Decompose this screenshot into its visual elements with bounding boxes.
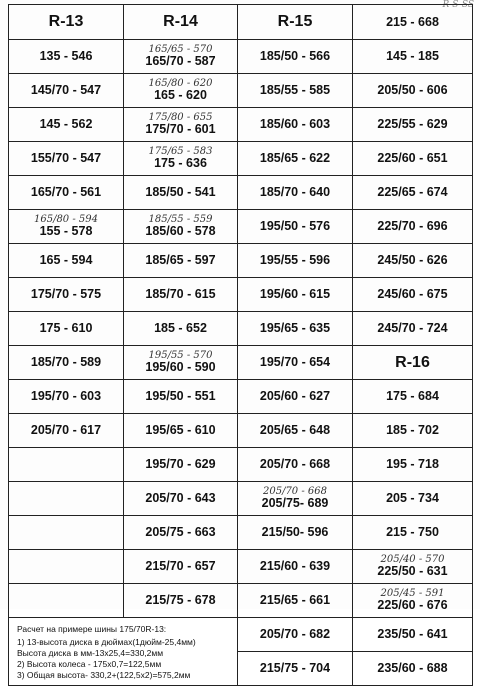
table-cell — [353, 448, 473, 482]
column-header: R-15 — [238, 5, 353, 40]
tire-size-value: 215/50- 596 — [261, 525, 329, 540]
table-cell — [124, 108, 238, 142]
table-cell: 215 - 668 — [353, 5, 473, 40]
tire-size-value: 175/70 - 601 — [145, 122, 216, 137]
notes-line: 3) Общая высота- 330,2+(122,5х2)=575,2мм — [17, 670, 191, 681]
table-cell — [353, 652, 473, 686]
table-row — [9, 210, 473, 244]
tire-size-value: 205/70 - 643 — [145, 491, 216, 506]
tire-size-value: 155 - 578 — [39, 224, 93, 239]
tire-size-value: 185/50 - 541 — [145, 185, 216, 200]
table-cell — [238, 380, 353, 414]
table-row — [9, 448, 473, 482]
header-row — [9, 5, 473, 40]
tire-size-value: 165 - 594 — [39, 253, 93, 268]
tire-size-value: 195/60 - 590 — [145, 360, 216, 375]
column-header: R-14 — [124, 5, 238, 40]
tire-size-value: R-16 — [395, 353, 430, 371]
tire-size-value: 195/65 - 635 — [259, 321, 331, 336]
tire-size-value: 245/70 - 724 — [377, 321, 448, 336]
table-cell — [238, 74, 353, 108]
tire-size-value: 225/60 - 651 — [377, 151, 448, 166]
table-cell — [353, 210, 473, 244]
table-cell — [238, 550, 353, 584]
table-cell — [9, 108, 124, 142]
table-cell — [353, 414, 473, 448]
table-cell — [353, 482, 473, 516]
table-cell — [9, 210, 124, 244]
handwritten-annotation: 165/80 - 620 — [148, 78, 213, 90]
handwritten-annotation: 185/55 - 559 — [148, 214, 213, 226]
table-cell — [238, 448, 353, 482]
table-cell — [124, 312, 238, 346]
table-cell — [353, 176, 473, 210]
tire-size-value: 215/70 - 657 — [145, 559, 216, 574]
table-cell — [124, 74, 238, 108]
table-cell — [124, 448, 238, 482]
table-cell — [353, 244, 473, 278]
handwritten-annotation: 165/80 - 594 — [33, 214, 98, 226]
table-cell — [9, 414, 124, 448]
table-cell — [353, 142, 473, 176]
tire-size-value: 235/60 - 688 — [377, 661, 448, 676]
column-header: R-13 — [9, 5, 124, 40]
table-cell — [124, 380, 238, 414]
notes-line: 1) 13-высота диска в дюймах(1дюйм-25,4мм) — [17, 637, 196, 648]
handwritten-annotation: 195/55 - 570 — [148, 350, 213, 362]
table-row — [9, 74, 473, 108]
tire-size-value: 215/75 - 704 — [259, 661, 331, 676]
table-cell — [238, 176, 353, 210]
table-cell — [124, 584, 238, 618]
tire-size-value: 225/60 - 676 — [377, 598, 448, 613]
tire-size-value: 215/65 - 661 — [259, 593, 331, 608]
table-cell — [124, 40, 238, 74]
tire-size-value: 225/65 - 674 — [377, 185, 448, 200]
tire-size-value: 185/55 - 585 — [259, 83, 331, 98]
table-row — [9, 550, 473, 584]
tire-size-value: 165/70 - 587 — [145, 54, 216, 69]
table-cell — [9, 346, 124, 380]
tire-size-value: 225/50 - 631 — [377, 564, 448, 579]
table-cell — [238, 516, 353, 550]
tire-size-value: 175/70 - 575 — [30, 287, 102, 302]
table-row — [9, 40, 473, 74]
table-cell — [9, 142, 124, 176]
table-cell — [238, 652, 353, 686]
tire-size-value: 205/70 - 668 — [259, 457, 331, 472]
table-cell — [238, 584, 353, 618]
table-cell — [124, 482, 238, 516]
tire-size-value: 195/55 - 596 — [259, 253, 331, 268]
table-cell — [238, 278, 353, 312]
table-row — [9, 584, 473, 618]
table-cell — [238, 244, 353, 278]
table-cell — [353, 40, 473, 74]
table-cell — [238, 142, 353, 176]
tire-size-value: 215/75 - 678 — [145, 593, 216, 608]
table-cell — [238, 108, 353, 142]
tire-size-value: 195/65 - 610 — [145, 423, 216, 438]
table-cell — [9, 176, 124, 210]
tire-size-value: 145 - 185 — [386, 49, 439, 64]
table-cell — [124, 142, 238, 176]
column-header — [353, 346, 473, 380]
table-cell — [353, 550, 473, 584]
tire-size-value: 215 - 750 — [386, 525, 439, 540]
tire-size-value: 195/60 - 615 — [259, 287, 331, 302]
table-row — [9, 312, 473, 346]
tire-size-value: 155/70 - 547 — [30, 151, 102, 166]
table-cell — [9, 40, 124, 74]
table-cell — [238, 346, 353, 380]
tire-size-value: 195/70 - 629 — [145, 457, 216, 472]
tire-size-value: 195/50 - 576 — [259, 219, 331, 234]
table-cell — [124, 176, 238, 210]
tire-size-value: 185/70 - 589 — [30, 355, 102, 370]
table-cell — [238, 312, 353, 346]
table-row — [9, 176, 473, 210]
tire-size-value: 185/65 - 622 — [259, 151, 331, 166]
table-cell — [124, 244, 238, 278]
table-row — [9, 108, 473, 142]
tire-size-value: 185/60 - 578 — [145, 224, 216, 239]
table-cell — [9, 74, 124, 108]
handwritten-annotation: 205/45 - 591 — [380, 588, 445, 600]
tire-size-value: 185 - 652 — [154, 321, 207, 336]
table-cell — [124, 550, 238, 584]
notes-line: 2) Высота колеса - 175х0,7=122,5мм — [17, 659, 162, 670]
tire-size-value: 195/70 - 603 — [30, 389, 102, 404]
notes-line: Высота диска в мм-13х25,4=330,2мм — [17, 648, 164, 659]
table-cell — [9, 244, 124, 278]
tire-size-value: 195/70 - 654 — [259, 355, 331, 370]
tire-size-value: 195/50 - 551 — [145, 389, 216, 404]
notes-title: Расчет на примере шины 175/70R-13: — [17, 624, 167, 634]
tire-size-value: 245/60 - 675 — [377, 287, 448, 302]
table-cell — [124, 346, 238, 380]
tire-size-value: 195 - 718 — [386, 457, 439, 472]
table-cell — [124, 516, 238, 550]
table-row — [9, 618, 473, 652]
table-cell — [124, 414, 238, 448]
tire-size-value: 175 - 610 — [39, 321, 93, 336]
tire-size-value: 245/50 - 626 — [377, 253, 448, 268]
table-row — [9, 516, 473, 550]
tire-size-value: 235/50 - 641 — [377, 627, 448, 642]
table-cell — [9, 516, 124, 550]
tire-size-value: 165/70 - 561 — [30, 185, 102, 200]
table-row — [9, 244, 473, 278]
table-cell — [238, 618, 353, 652]
table-cell — [353, 74, 473, 108]
table-cell — [9, 584, 124, 618]
tire-size-value: 135 - 546 — [39, 49, 93, 64]
tire-size-value: 185/60 - 603 — [259, 117, 331, 132]
handwritten-annotation: 205/40 - 570 — [380, 554, 445, 566]
tire-size-value: 225/55 - 629 — [377, 117, 448, 132]
table-cell — [124, 210, 238, 244]
calculation-notes — [9, 618, 238, 686]
table-row — [9, 482, 473, 516]
tire-size-value: 205/75- 689 — [261, 496, 329, 511]
table-cell — [238, 210, 353, 244]
tire-size-value: 205 - 734 — [386, 491, 439, 506]
tire-size-value: 215/60 - 639 — [259, 559, 331, 574]
table-cell — [9, 278, 124, 312]
tire-size-value: 145/70 - 547 — [30, 83, 102, 98]
tire-size-value: 175 - 636 — [154, 156, 207, 171]
tire-size-value: 185/65 - 597 — [145, 253, 216, 268]
tire-size-value: 145 - 562 — [39, 117, 93, 132]
tire-size-value: 205/65 - 648 — [259, 423, 331, 438]
table-cell — [238, 40, 353, 74]
tire-size-value: 185/70 - 640 — [259, 185, 331, 200]
table-cell — [353, 618, 473, 652]
tire-size-value: 175 - 684 — [386, 389, 439, 404]
table-row — [9, 142, 473, 176]
tire-size-value: 185/70 - 615 — [145, 287, 216, 302]
handwritten-annotation: 175/80 - 655 — [148, 112, 213, 124]
tire-size-value: 205/75 - 663 — [145, 525, 216, 540]
tire-size-value: 165 - 620 — [154, 88, 207, 103]
table-cell — [353, 584, 473, 618]
table-cell — [238, 482, 353, 516]
table-cell — [353, 108, 473, 142]
tire-size-value: 205/70 - 617 — [30, 423, 102, 438]
table-cell — [353, 516, 473, 550]
table-row — [9, 346, 473, 380]
tire-size-value: 205/70 - 682 — [259, 627, 331, 642]
handwritten-annotation: 165/65 - 570 — [148, 44, 213, 56]
tire-size-value: 205/50 - 606 — [377, 83, 448, 98]
tire-size-value: 205/60 - 627 — [259, 389, 331, 404]
tire-size-table — [8, 4, 473, 686]
tire-size-value: 185 - 702 — [386, 423, 439, 438]
table-cell — [353, 278, 473, 312]
tire-size-value: 225/70 - 696 — [377, 219, 448, 234]
table-cell — [353, 380, 473, 414]
table-cell — [9, 380, 124, 414]
table-cell — [9, 448, 124, 482]
table-row — [9, 414, 473, 448]
handwritten-annotation: 205/70 - 668 — [262, 486, 327, 498]
handwritten-annotation: 175/65 - 583 — [148, 146, 213, 158]
table-cell — [124, 278, 238, 312]
corner-handwritten-note: R-S-SS — [442, 0, 474, 10]
table-cell — [353, 312, 473, 346]
table-cell — [9, 312, 124, 346]
tire-size-value: 185/50 - 566 — [259, 49, 331, 64]
table-cell — [9, 550, 124, 584]
table-cell — [238, 414, 353, 448]
table-cell — [9, 482, 124, 516]
table-row — [9, 278, 473, 312]
table-row — [9, 380, 473, 414]
